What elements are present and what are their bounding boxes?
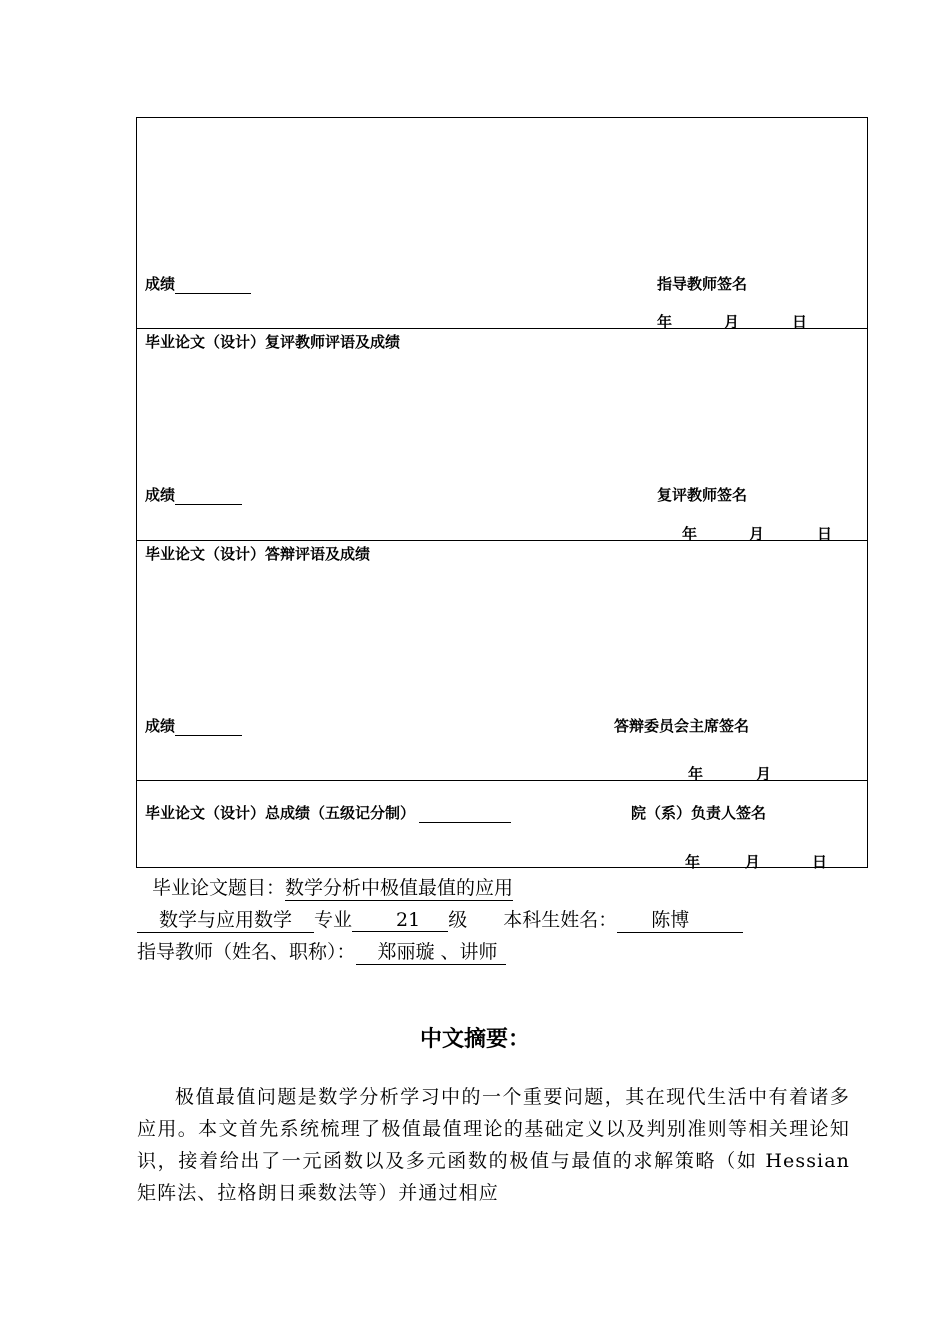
advisor-line xyxy=(137,937,506,965)
total-grade-row xyxy=(145,802,511,823)
grade-blank[interactable] xyxy=(419,804,511,823)
date-month: 月 xyxy=(724,313,740,331)
date-year: 年 xyxy=(682,525,698,543)
abstract-paragraph: 极值最值问题是数学分析学习中的一个重要问题，其在现代生活中有着诸多应用。本文首先系统梳理了极值最值理论的基础定义以及判别准则等相关理论知识，接着给出了一元函数以及多元函数的极值与最值的求解策略（如 Hessian 矩阵法、拉格朗日乘数法等）并通过相应 xyxy=(137,1086,850,1204)
date-day: 日 xyxy=(812,853,828,871)
grade-label: 成绩 xyxy=(145,717,176,735)
abstract-heading: 中文摘要： xyxy=(419,1027,530,1052)
major-value: 数学与应用数学 xyxy=(137,905,314,933)
grade-table xyxy=(136,117,868,868)
date-year: 年 xyxy=(657,313,673,331)
advisor-grade-row xyxy=(145,273,251,294)
review-grade-row xyxy=(145,484,242,505)
grade-year-label: 级 xyxy=(448,909,468,931)
date-day: 日 xyxy=(792,313,808,331)
reviewer-signature-label: 复评教师签名 xyxy=(657,486,748,504)
thesis-title-value: 数学分析中极值最值的应用 xyxy=(285,873,513,901)
advisor-signature-label: 指导教师签名 xyxy=(657,275,748,293)
date-month: 月 xyxy=(756,765,772,783)
defense-grade-row xyxy=(145,715,242,736)
committee-chair-signature-label: 答辩委员会主席签名 xyxy=(614,717,750,735)
table-divider xyxy=(136,328,868,329)
student-name-label: 本科生姓名： xyxy=(503,909,618,931)
defense-heading: 毕业论文（设计）答辩评语及成绩 xyxy=(145,545,371,563)
abstract-body xyxy=(137,1081,850,1209)
grade-blank[interactable] xyxy=(175,717,242,736)
date-month: 月 xyxy=(745,853,761,871)
advisor-value: 郑丽璇 、讲师 xyxy=(356,937,506,965)
review-heading: 毕业论文（设计）复评教师评语及成绩 xyxy=(145,333,401,351)
thesis-title-line xyxy=(152,873,513,901)
advisor-label: 指导教师（姓名、职称）： xyxy=(137,941,356,963)
grade-year-value: 21 xyxy=(352,909,448,932)
student-info-line xyxy=(137,905,743,933)
date-day: 日 xyxy=(817,525,833,543)
grade-blank[interactable] xyxy=(175,275,251,294)
date-year: 年 xyxy=(688,765,704,783)
major-label: 专业 xyxy=(314,909,353,931)
thesis-title-label: 毕业论文题目： xyxy=(152,877,286,899)
student-name-value: 陈博 xyxy=(617,905,743,933)
total-grade-heading: 毕业论文（设计）总成绩（五级记分制） xyxy=(145,804,416,822)
grade-blank[interactable] xyxy=(175,486,242,505)
grade-label: 成绩 xyxy=(145,486,176,504)
date-year: 年 xyxy=(685,853,701,871)
date-month: 月 xyxy=(749,525,765,543)
dean-signature-label: 院（系）负责人签名 xyxy=(631,804,767,822)
grade-label: 成绩 xyxy=(145,275,176,293)
